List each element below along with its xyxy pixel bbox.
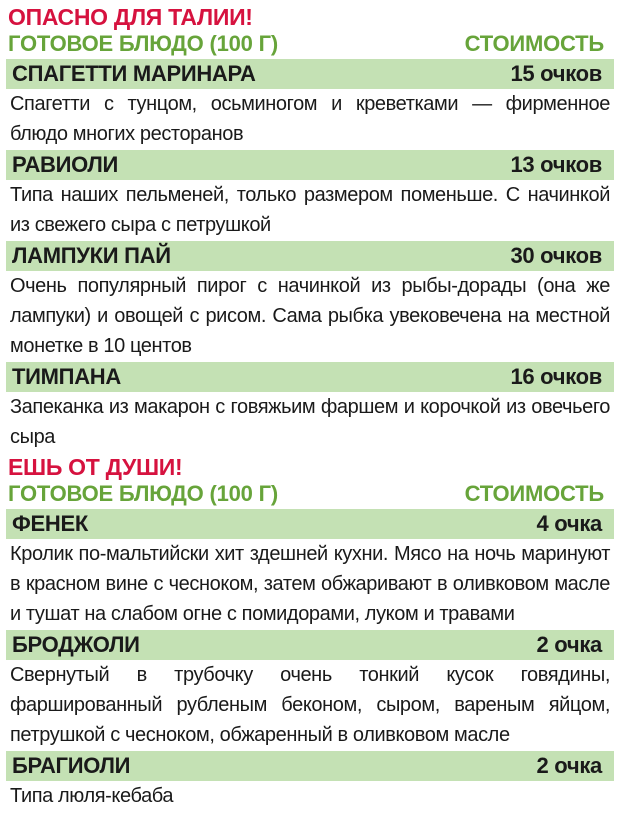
dish-cost: 4 очка bbox=[536, 511, 602, 536]
dish-item bbox=[6, 241, 614, 361]
dish-item bbox=[6, 509, 614, 629]
dish-item bbox=[6, 59, 614, 149]
dish-bar bbox=[6, 241, 614, 271]
section-title: ОПАСНО ДЛЯ ТАЛИИ! bbox=[8, 4, 253, 30]
dish-item bbox=[6, 751, 614, 811]
dish-description: Спагетти с тунцом, осьминогом и креветками — фирменное блюдо многих ресторанов bbox=[10, 93, 610, 145]
column-header-dish: ГОТОВОЕ БЛЮДО (100 Г) bbox=[8, 481, 279, 506]
column-headers bbox=[6, 480, 614, 508]
dish-name: СПАГЕТТИ МАРИНАРА bbox=[12, 61, 256, 86]
dish-description: Запеканка из макарон с говяжьим фаршем и корочкой из овечьего сыра bbox=[10, 396, 610, 448]
dish-name: БРОДЖОЛИ bbox=[12, 632, 140, 657]
dish-bar bbox=[6, 150, 614, 180]
dish-description: Очень популярный пирог с начинкой из рыбы-дорады (она же лампуки) и овощей с рисом. Сама рыбка увековечена на местной монетке в 10 центов bbox=[10, 275, 610, 357]
dish-cost: 16 очков bbox=[510, 364, 602, 389]
column-header-cost: СТОИМОСТЬ bbox=[464, 481, 604, 506]
dish-description: Свернутый в трубочку очень тонкий кусок говядины, фаршированный рубленым беконом, сыром, вареным яйцом, петрушкой с чесноком, обжаренный в оливковом масле bbox=[10, 664, 610, 746]
column-headers bbox=[6, 30, 614, 58]
section-dangerous bbox=[6, 4, 614, 452]
dish-cost: 15 очков bbox=[510, 61, 602, 86]
dish-bar bbox=[6, 751, 614, 781]
dish-bar bbox=[6, 630, 614, 660]
dish-bar bbox=[6, 59, 614, 89]
column-header-dish: ГОТОВОЕ БЛЮДО (100 Г) bbox=[8, 31, 279, 56]
dish-bar bbox=[6, 509, 614, 539]
dish-name: БРАГИОЛИ bbox=[12, 753, 131, 778]
dish-description: Типа люля-кебаба bbox=[10, 785, 174, 807]
dish-description: Типа наших пельменей, только размером поменьше. С начинкой из свежего сыра с петрушкой bbox=[10, 184, 610, 236]
section-title: ЕШЬ ОТ ДУШИ! bbox=[8, 454, 183, 480]
dish-name: ТИМПАНА bbox=[12, 364, 121, 389]
section-eat-freely bbox=[6, 454, 614, 811]
dish-item bbox=[6, 150, 614, 240]
column-header-cost: СТОИМОСТЬ bbox=[464, 31, 604, 56]
dish-name: РАВИОЛИ bbox=[12, 152, 119, 177]
dish-bar bbox=[6, 362, 614, 392]
dish-cost: 2 очка bbox=[536, 632, 602, 657]
dish-item bbox=[6, 630, 614, 750]
dish-cost: 30 очков bbox=[510, 243, 602, 268]
dish-cost: 13 очков bbox=[510, 152, 602, 177]
dish-cost: 2 очка bbox=[536, 753, 602, 778]
dish-item bbox=[6, 362, 614, 452]
dish-description: Кролик по-мальтийски хит здешней кухни. Мясо на ночь маринуют в красном вине с чесноком, затем обжаривают в оливковом масле и тушат на слабом огне с помидорами, луком и травами bbox=[10, 543, 610, 625]
dish-name: ЛАМПУКИ ПАЙ bbox=[12, 243, 171, 268]
dish-name: ФЕНЕК bbox=[12, 511, 88, 536]
